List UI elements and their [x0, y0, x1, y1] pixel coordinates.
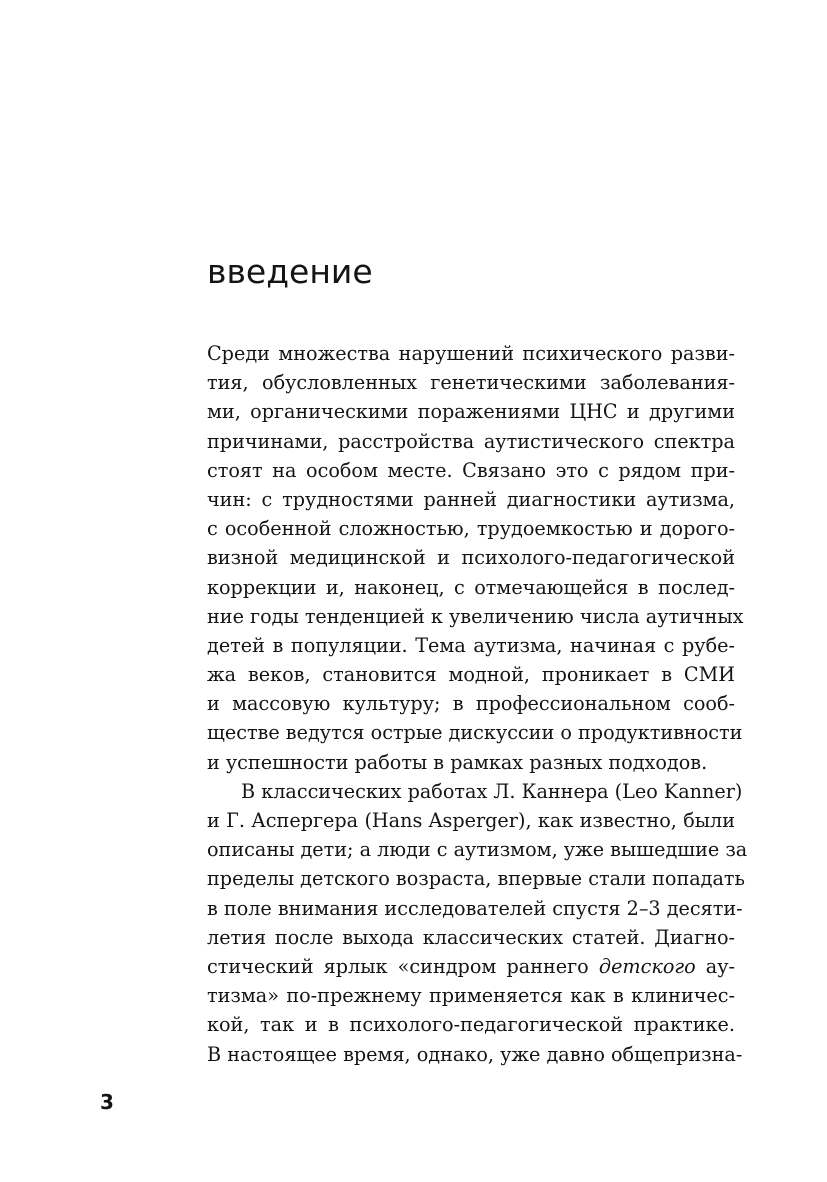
page-number: 3: [100, 1090, 114, 1114]
text-line: детей в популяции. Тема аутизма, начиная с рубе-: [207, 633, 735, 657]
text-line: причинами, расстройства аутистического спектра: [207, 429, 735, 453]
italic-word: детского: [598, 954, 696, 978]
text-line: В настоящее время, однако, уже давно общепризна-: [207, 1042, 743, 1066]
text-line: ми, органическими поражениями ЦНС и другими: [207, 400, 735, 424]
text-line: с особенной сложностью, трудоемкостью и дорого-: [207, 517, 735, 541]
text-line: в поле внимания исследователей спустя 2–3 десяти-: [207, 896, 743, 920]
text-line: коррекции и, наконец, с отмечающейся в послед-: [207, 575, 735, 599]
text-line: и Г. Аспергера (Hans Asperger), как известно, были: [207, 809, 735, 832]
text-line: стоят на особом месте. Связано это с рядом при-: [207, 458, 735, 482]
chapter-title: введение: [207, 252, 373, 291]
paragraph-1: [207, 339, 744, 777]
text-segment: ау-: [695, 954, 736, 978]
text-line: и массовую культуру; в профессиональном сооб-: [207, 692, 735, 716]
text-line: пределы детского возраста, впервые стали попадать: [207, 867, 745, 891]
text-line: ществе ведутся острые дискуссии о продуктивности: [207, 721, 743, 745]
text-segment: стический ярлык «синдром раннего: [207, 954, 599, 978]
text-line: летия после выхода классических статей. Диагно-: [207, 925, 735, 949]
text-line: Среди множества нарушений психического разви-: [207, 342, 735, 365]
text-line: визной медицинской и психолого-педагогической: [207, 546, 735, 570]
text-line: и успешности работы в рамках разных подходов.: [207, 750, 708, 774]
text-line: кой, так и в психолого-педагогической практике.: [207, 1013, 735, 1037]
text-line: В классических работах Л. Каннера (Leo Kanner): [241, 779, 743, 803]
text-line: жа веков, становится модной, проникает в СМИ: [207, 663, 735, 687]
text-line: описаны дети; а люди с аутизмом, уже вышедшие за: [207, 838, 748, 862]
text-line: ние годы тенденцией к увеличению числа аутичных: [207, 604, 744, 628]
paragraph-2: [207, 777, 748, 1069]
text-line: тизма» по-прежнему применяется как в клиничес-: [207, 984, 735, 1008]
text-line: тия, обусловленных генетическими заболевания-: [207, 371, 735, 395]
body-text: [207, 339, 748, 1069]
text-line-with-italic: [207, 952, 735, 981]
text-line: чин: с трудностями ранней диагностики аутизма,: [207, 487, 735, 511]
